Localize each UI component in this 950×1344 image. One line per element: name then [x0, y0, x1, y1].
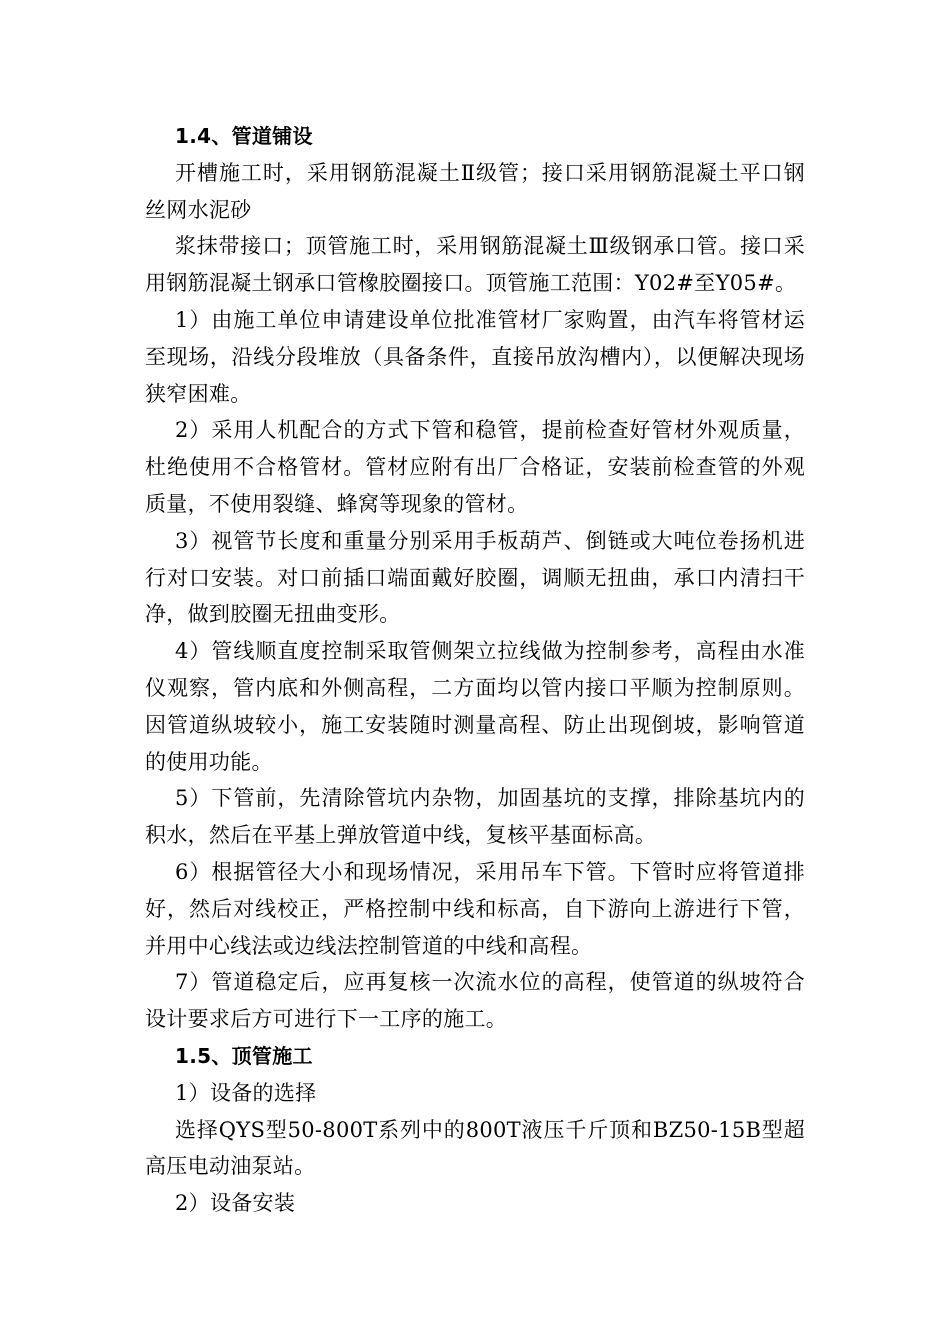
paragraph-step-1-procurement: 1）由施工单位申请建设单位批准管材厂家购置，由汽车将管材运至现场，沿线分段堆放（具备条件，直接吊放沟槽内），以便解决现场狭窄困难。	[145, 307, 805, 406]
paragraph-jacking-pipe-joint: 浆抹带接口；顶管施工时，采用钢筋混凝土Ⅲ级钢承口管。接口采用钢筋混凝土钢承口管橡胶圈接口。顶管施工范围：Y02#至Y05#。	[145, 234, 805, 296]
paragraph-equipment-selection-detail: 选择QYS型50-800T系列中的800T液压千斤顶和BZ50-15B型超高压电动油泵站。	[145, 1117, 805, 1179]
paragraph-step-3-joint-installation: 3）视管节长度和重量分别采用手板葫芦、倒链或大吨位卷扬机进行对口安装。对口前插口端面戴好胶圈，调顺无扭曲，承口内清扫干净，做到胶圈无扭曲变形。	[145, 528, 805, 627]
paragraph-step-6-crane-lowering: 6）根据管径大小和现场情况，采用吊车下管。下管时应将管道排好，然后对线校正，严格控制中线和标高，自下游向上游进行下管，并用中心线法或边线法控制管道的中线和高程。	[145, 859, 805, 958]
section-heading-pipe-laying: 1.4、管道铺设	[175, 124, 313, 148]
paragraph-step-5-pit-preparation: 5）下管前，先清除管坑内杂物，加固基坑的支撑，排除基坑内的积水，然后在平基上弹放管道中线，复核平基面标高。	[145, 786, 805, 848]
paragraph-equipment-installation-title: 2）设备安装	[175, 1191, 296, 1216]
section-heading-pipe-jacking: 1.5、顶管施工	[175, 1043, 313, 1068]
paragraph-step-2-pipe-lowering: 2）采用人机配合的方式下管和稳管，提前检查好管材外观质量，杜绝使用不合格管材。管材应附有出厂合格证，安装前检查管的外观质量，不使用裂缝、蜂窝等现象的管材。	[145, 418, 805, 516]
paragraph-equipment-selection-title: 1）设备的选择	[175, 1080, 317, 1105]
paragraph-trench-construction: 开槽施工时，采用钢筋混凝土Ⅱ级管；接口采用钢筋混凝土平口钢丝网水泥砂	[145, 160, 805, 222]
paragraph-step-4-alignment-control: 4）管线顺直度控制采取管侧架立拉线做为控制参考，高程由水准仪观察，管内底和外侧高程，二方面均以管内接口平顺为控制原则。因管道纵坡较小，施工安装随时测量高程、防止出现倒坡，影响管道的使用功能。	[145, 639, 805, 774]
document-body	[145, 118, 805, 1222]
paragraph-step-7-elevation-check: 7）管道稳定后，应再复核一次流水位的高程，使管道的纵坡符合设计要求后方可进行下一工序的施工。	[145, 970, 805, 1032]
